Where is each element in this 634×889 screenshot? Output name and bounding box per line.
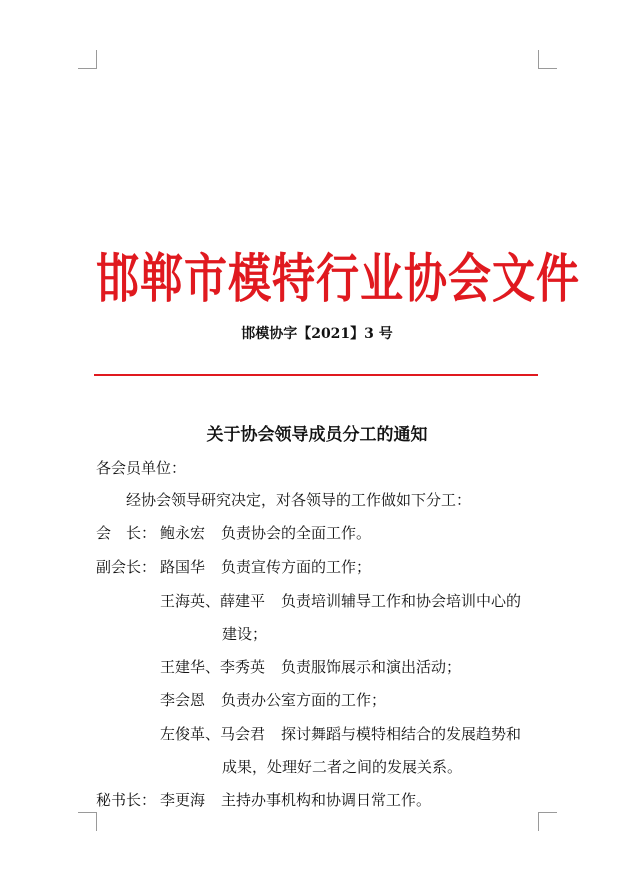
duty-continuation: 建设； <box>222 625 268 643</box>
duty-text: 负责培训辅导工作和协会培训中心的 <box>281 592 522 610</box>
person-name: 左俊革、马会君 <box>160 725 266 743</box>
role-label-secretary-general: 秘书长： <box>96 791 157 809</box>
duty-text: 负责协会的全面工作。 <box>221 524 372 542</box>
duty-continuation: 成果，处理好二者之间的发展关系。 <box>222 758 463 776</box>
assignment-president <box>96 522 371 544</box>
assignment-vice-president-1 <box>96 556 371 578</box>
person-name: 王海英、薛建平 <box>160 592 266 610</box>
person-name: 鲍永宏 <box>160 524 206 542</box>
assignment-vice-president-3 <box>160 656 461 678</box>
role-label-vice-president: 副会长： <box>96 558 157 576</box>
assignment-secretary-general <box>96 789 431 811</box>
document-number: 邯模协字【2021】3 号 <box>241 326 393 342</box>
duty-text: 探讨舞蹈与模特相结合的发展趋势和 <box>281 725 522 743</box>
crop-mark-top-right <box>538 50 557 69</box>
salutation: 各会员单位： <box>96 459 187 477</box>
duty-text: 负责服饰展示和演出活动； <box>281 658 462 676</box>
assignment-vice-president-5 <box>160 723 521 745</box>
person-name: 路国华 <box>160 558 206 576</box>
crop-mark-bottom-right <box>538 812 557 831</box>
red-divider-rule <box>94 374 538 376</box>
person-name: 王建华、李秀英 <box>160 658 266 676</box>
crop-mark-bottom-left <box>78 812 97 831</box>
duty-text: 负责宣传方面的工作； <box>221 558 372 576</box>
assignment-vice-president-4 <box>160 689 386 711</box>
crop-mark-top-left <box>78 50 97 69</box>
assignment-vice-president-2 <box>160 590 521 612</box>
duty-text: 负责办公室方面的工作； <box>221 691 387 709</box>
person-name: 李更海 <box>160 791 206 809</box>
notice-title: 关于协会领导成员分工的通知 <box>206 425 428 445</box>
duty-text: 主持办事机构和协调日常工作。 <box>221 791 432 809</box>
org-title: 邯郸市模特行业协会文件 <box>96 249 580 311</box>
role-label-president: 会 长： <box>96 524 157 542</box>
intro-paragraph: 经协会领导研究决定，对各领导的工作做如下分工： <box>126 491 472 509</box>
person-name: 李会恩 <box>160 691 206 709</box>
